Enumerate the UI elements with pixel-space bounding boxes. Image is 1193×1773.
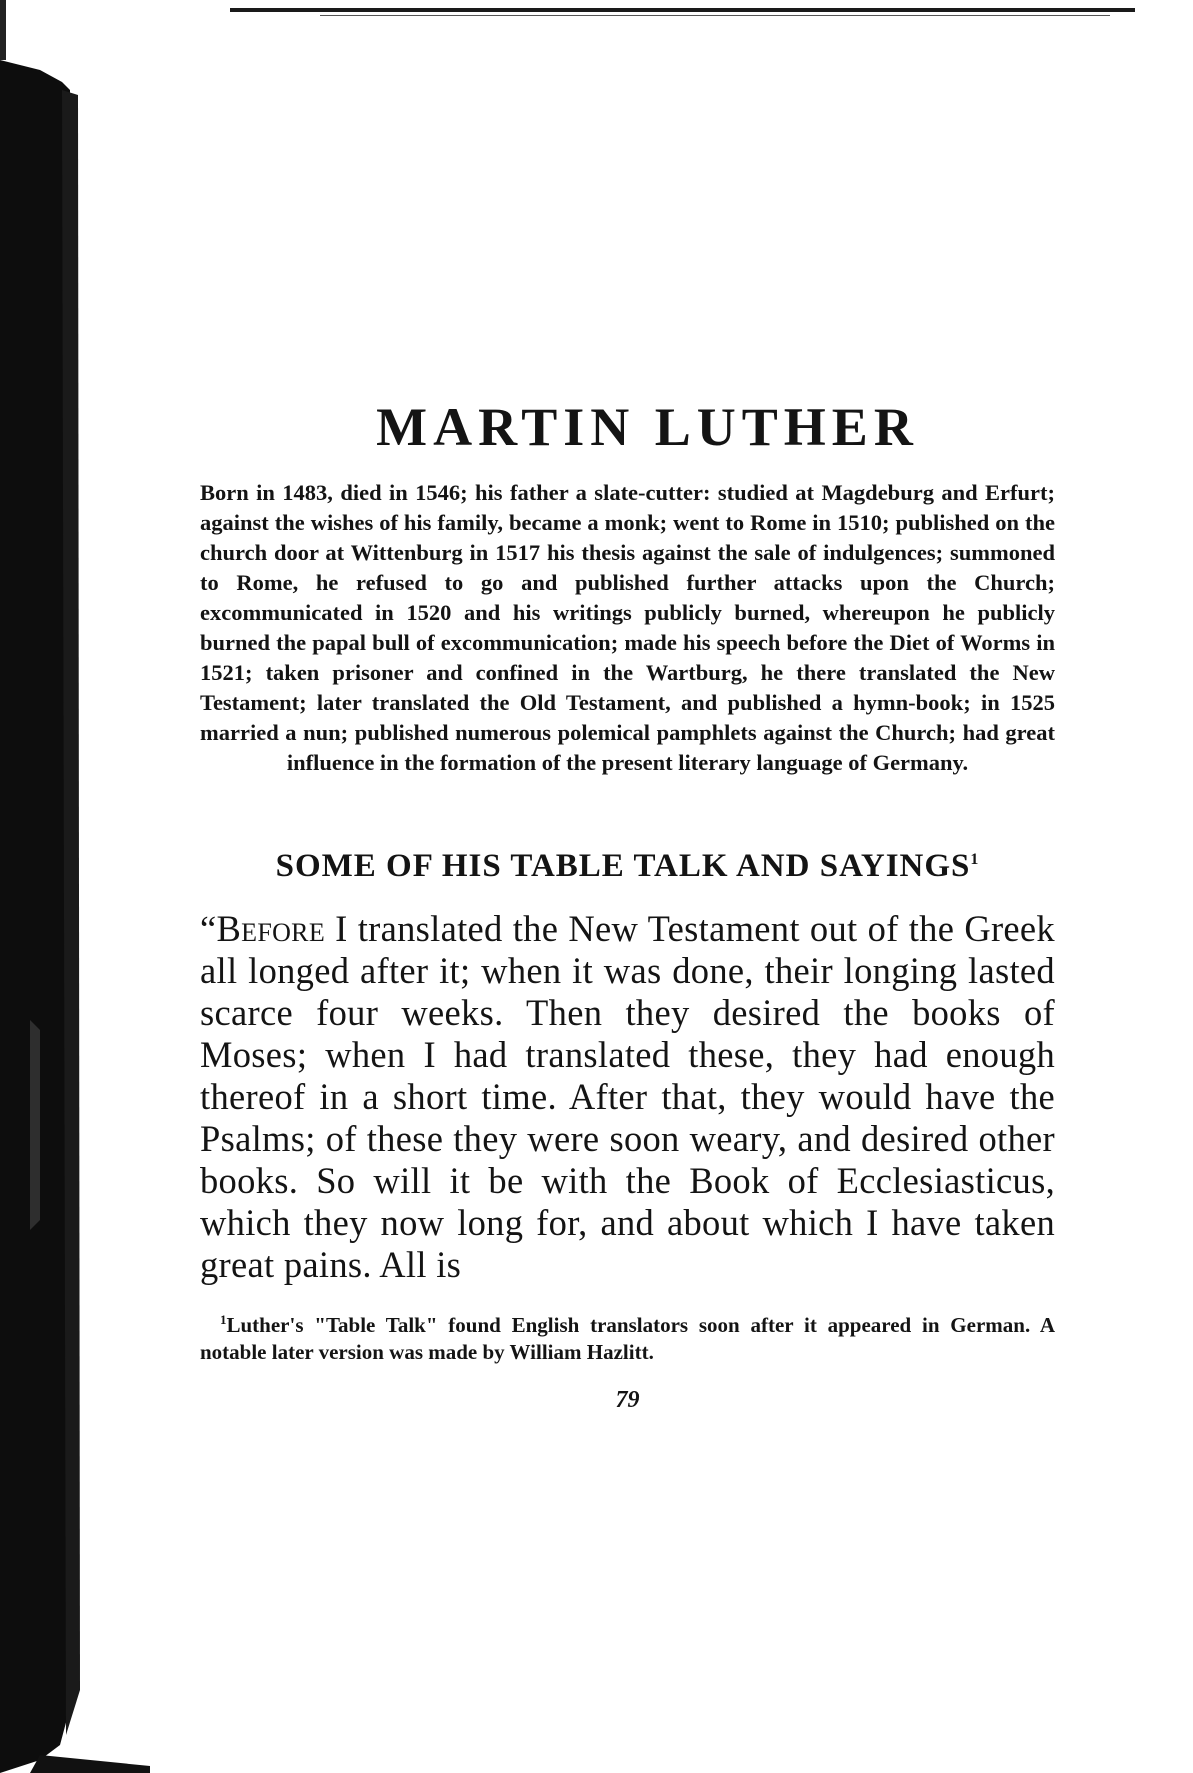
page-number: 79	[615, 1387, 640, 1413]
page-content	[200, 397, 1055, 1414]
section-heading-text: SOME OF HIS TABLE TALK AND SAYINGS	[275, 848, 971, 884]
top-rule	[230, 8, 1135, 12]
section-heading	[200, 838, 1055, 888]
quote-text: I translated the New Testament out of the Greek all longed after it; when it was done, their longing lasted scarce four weeks. Then they desired the books of Moses; when I had translated these, they had enough thereof in a short time. After that, they would have the Psalms; of these they were soon weary, and desired other books. So will it be with the Book of Ecclesiasticus, which they now long for, and about which I have taken great pains. All is	[200, 908, 1055, 1285]
footnote-text: Luther's "Table Talk" found English translators soon after it appeared in German. A notable later version was made by William Hazlitt.	[200, 1313, 1055, 1364]
quote-paragraph	[200, 908, 1055, 1286]
footnote-reference: 1	[970, 851, 980, 868]
binding-shadow	[0, 0, 150, 1773]
quote-open: “	[200, 908, 217, 949]
footnote-marker: 1	[220, 1312, 227, 1327]
biography-paragraph: Born in 1483, died in 1546; his father a slate-cutter: studied at Magdeburg and Erfurt; against the wishes of his family, became a monk; went to Rome in 1510; published on the church door at Wittenburg in 1517 his thesis against the sale of indulgences; summoned to Rome, he refused to go and published further attacks upon the Church; excommunicated in 1520 and his writings publicly burned, whereupon he publicly burned the papal bull of excommunication; made his speech before the Diet of Worms in 1521; taken prisoner and confined in the Wartburg, he there translated the New Testament; later translated the Old Testament, and published a hymn-book; in 1525 married a nun; published numerous polemical pamphlets against the Church; had great influence in the formation of the present literary language of Germany.	[200, 480, 1055, 775]
quote-lead: Before	[216, 908, 326, 949]
footnote	[200, 1306, 1055, 1366]
top-rule-thin	[320, 15, 1110, 16]
page-title: MARTIN LUTHER	[376, 397, 919, 457]
